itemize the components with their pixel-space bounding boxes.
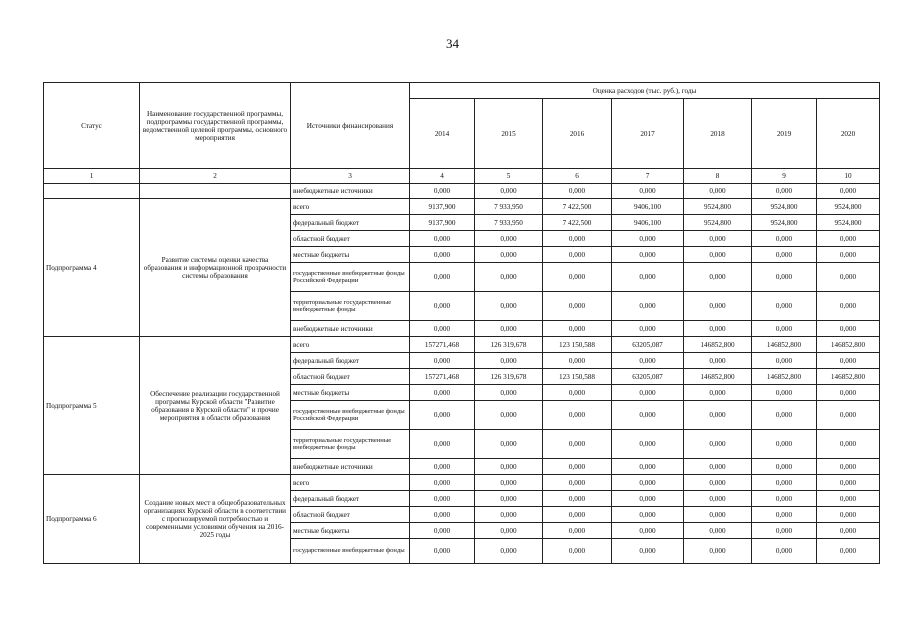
value-cell: 126 319,678 <box>475 369 543 385</box>
source-cell: федеральный бюджет <box>291 215 410 231</box>
table-row <box>44 184 880 199</box>
subprogram-status: Подпрограмма 4 <box>44 199 140 337</box>
value-cell: 9137,900 <box>410 215 475 231</box>
value-cell: 123 150,588 <box>543 369 612 385</box>
value-cell: 0,000 <box>543 321 612 337</box>
value-cell: 0,000 <box>543 353 612 369</box>
source-cell: всего <box>291 475 410 491</box>
subprogram-status: Подпрограмма 5 <box>44 337 140 475</box>
column-number: 10 <box>817 169 880 184</box>
source-cell: федеральный бюджет <box>291 491 410 507</box>
value-cell: 0,000 <box>612 539 684 564</box>
value-cell: 0,000 <box>752 430 817 459</box>
value-cell: 0,000 <box>684 475 752 491</box>
value-cell: 0,000 <box>817 507 880 523</box>
value-cell: 0,000 <box>475 539 543 564</box>
header-year-2020: 2020 <box>817 99 880 169</box>
value-cell: 0,000 <box>684 507 752 523</box>
source-cell: государственные внебюджетные фонды <box>291 539 410 564</box>
value-cell: 0,000 <box>752 184 817 199</box>
page-number: 34 <box>446 36 459 51</box>
value-cell: 0,000 <box>684 321 752 337</box>
value-cell: 9406,100 <box>612 215 684 231</box>
value-cell: 0,000 <box>752 523 817 539</box>
value-cell: 0,000 <box>684 401 752 430</box>
value-cell: 0,000 <box>612 459 684 475</box>
value-cell: 0,000 <box>410 385 475 401</box>
expenditure-table <box>43 82 880 564</box>
value-cell: 0,000 <box>475 523 543 539</box>
value-cell: 146852,800 <box>752 337 817 353</box>
source-cell: областной бюджет <box>291 369 410 385</box>
value-cell: 9524,800 <box>817 215 880 231</box>
value-cell: 0,000 <box>475 247 543 263</box>
value-cell: 0,000 <box>817 539 880 564</box>
header-year-2017: 2017 <box>612 99 684 169</box>
value-cell: 0,000 <box>817 459 880 475</box>
value-cell: 0,000 <box>475 292 543 321</box>
value-cell: 0,000 <box>410 430 475 459</box>
value-cell: 0,000 <box>684 491 752 507</box>
value-cell: 157271,468 <box>410 369 475 385</box>
value-cell: 0,000 <box>475 263 543 292</box>
value-cell: 0,000 <box>684 292 752 321</box>
value-cell: 0,000 <box>684 353 752 369</box>
column-number: 3 <box>291 169 410 184</box>
source-cell: областной бюджет <box>291 507 410 523</box>
table-row <box>44 199 880 215</box>
value-cell: 7 933,950 <box>475 215 543 231</box>
value-cell: 0,000 <box>475 184 543 199</box>
source-cell: всего <box>291 199 410 215</box>
value-cell: 0,000 <box>410 491 475 507</box>
value-cell: 0,000 <box>752 247 817 263</box>
value-cell: 0,000 <box>543 292 612 321</box>
source-cell: местные бюджеты <box>291 385 410 401</box>
source-cell: государственные внебюджетные фонды Российской Федерации <box>291 401 410 430</box>
value-cell: 0,000 <box>410 523 475 539</box>
value-cell: 0,000 <box>684 539 752 564</box>
value-cell: 0,000 <box>684 263 752 292</box>
value-cell: 9524,800 <box>752 199 817 215</box>
column-number: 9 <box>752 169 817 184</box>
value-cell: 0,000 <box>817 247 880 263</box>
value-cell: 0,000 <box>612 507 684 523</box>
subprogram-name: Обеспечение реализации государственной программы Курской области "Развитие образования в Курской области" и прочие мероприятия в области образования <box>140 337 291 475</box>
value-cell: 0,000 <box>410 507 475 523</box>
value-cell: 146852,800 <box>684 369 752 385</box>
value-cell: 0,000 <box>543 385 612 401</box>
value-cell: 0,000 <box>475 385 543 401</box>
value-cell: 0,000 <box>752 491 817 507</box>
value-cell: 0,000 <box>817 401 880 430</box>
column-number: 5 <box>475 169 543 184</box>
table-row <box>44 337 880 353</box>
value-cell: 0,000 <box>410 292 475 321</box>
value-cell: 0,000 <box>475 430 543 459</box>
value-cell: 123 150,588 <box>543 337 612 353</box>
empty-cell <box>140 184 291 199</box>
source-cell: местные бюджеты <box>291 247 410 263</box>
value-cell: 0,000 <box>410 184 475 199</box>
value-cell: 0,000 <box>543 247 612 263</box>
value-cell: 157271,468 <box>410 337 475 353</box>
source-cell: областной бюджет <box>291 231 410 247</box>
value-cell: 0,000 <box>543 263 612 292</box>
subprogram-name: Развитие системы оценки качества образования и информационной прозрачности системы образования <box>140 199 291 337</box>
value-cell: 0,000 <box>817 385 880 401</box>
value-cell: 0,000 <box>543 507 612 523</box>
source-cell: всего <box>291 337 410 353</box>
subprogram-status: Подпрограмма 6 <box>44 475 140 564</box>
value-cell: 146852,800 <box>752 369 817 385</box>
value-cell: 0,000 <box>410 263 475 292</box>
value-cell: 0,000 <box>410 401 475 430</box>
value-cell: 0,000 <box>752 292 817 321</box>
value-cell: 0,000 <box>752 401 817 430</box>
value-cell: 0,000 <box>684 459 752 475</box>
value-cell: 0,000 <box>612 430 684 459</box>
source-cell: внебюджетные источники <box>291 321 410 337</box>
empty-cell <box>44 184 140 199</box>
source-cell: местные бюджеты <box>291 523 410 539</box>
value-cell: 0,000 <box>612 523 684 539</box>
value-cell: 0,000 <box>752 321 817 337</box>
header-name: Наименование государственной программы, подпрограммы государственной программы, ведомственной целевой программы, основного мероприятия <box>140 83 291 169</box>
header-year-2014: 2014 <box>410 99 475 169</box>
value-cell: 9524,800 <box>817 199 880 215</box>
value-cell: 0,000 <box>475 353 543 369</box>
value-cell: 0,000 <box>475 401 543 430</box>
column-number: 1 <box>44 169 140 184</box>
value-cell: 0,000 <box>410 539 475 564</box>
value-cell: 9524,800 <box>684 199 752 215</box>
value-cell: 146852,800 <box>684 337 752 353</box>
value-cell: 0,000 <box>752 263 817 292</box>
column-number: 6 <box>543 169 612 184</box>
value-cell: 0,000 <box>475 507 543 523</box>
value-cell: 0,000 <box>612 385 684 401</box>
value-cell: 0,000 <box>817 430 880 459</box>
column-number: 2 <box>140 169 291 184</box>
value-cell: 9524,800 <box>752 215 817 231</box>
value-cell: 0,000 <box>612 231 684 247</box>
value-cell: 0,000 <box>612 292 684 321</box>
value-cell: 63205,087 <box>612 369 684 385</box>
value-cell: 0,000 <box>410 459 475 475</box>
value-cell: 7 933,950 <box>475 199 543 215</box>
value-cell: 9137,900 <box>410 199 475 215</box>
value-cell: 0,000 <box>752 231 817 247</box>
value-cell: 0,000 <box>612 353 684 369</box>
value-cell: 0,000 <box>612 401 684 430</box>
value-cell: 0,000 <box>612 491 684 507</box>
value-cell: 0,000 <box>543 430 612 459</box>
value-cell: 146852,800 <box>817 369 880 385</box>
header-year-2019: 2019 <box>752 99 817 169</box>
value-cell: 0,000 <box>817 231 880 247</box>
value-cell: 7 422,500 <box>543 199 612 215</box>
value-cell: 0,000 <box>612 263 684 292</box>
value-cell: 0,000 <box>475 475 543 491</box>
value-cell: 0,000 <box>543 184 612 199</box>
value-cell: 63205,087 <box>612 337 684 353</box>
value-cell: 0,000 <box>612 247 684 263</box>
value-cell: 0,000 <box>684 385 752 401</box>
value-cell: 0,000 <box>817 353 880 369</box>
value-cell: 0,000 <box>684 523 752 539</box>
value-cell: 0,000 <box>543 491 612 507</box>
value-cell: 0,000 <box>817 292 880 321</box>
source-cell: территориальные государственные внебюджетные фонды <box>291 430 410 459</box>
column-number: 7 <box>612 169 684 184</box>
value-cell: 0,000 <box>475 491 543 507</box>
value-cell: 0,000 <box>475 321 543 337</box>
source-cell: внебюджетные источники <box>291 184 410 199</box>
value-cell: 0,000 <box>410 231 475 247</box>
header-status: Статус <box>44 83 140 169</box>
value-cell: 0,000 <box>684 231 752 247</box>
value-cell: 0,000 <box>684 247 752 263</box>
header-year-2018: 2018 <box>684 99 752 169</box>
value-cell: 0,000 <box>817 321 880 337</box>
column-number: 8 <box>684 169 752 184</box>
value-cell: 0,000 <box>817 263 880 292</box>
value-cell: 0,000 <box>410 247 475 263</box>
value-cell: 0,000 <box>752 385 817 401</box>
subprogram-name: Создание новых мест в общеобразовательных организациях Курской области в соответствии с прогнозируемой потребностью и современными условиями обучения на 2016-2025 годы <box>140 475 291 564</box>
value-cell: 7 422,500 <box>543 215 612 231</box>
value-cell: 0,000 <box>612 321 684 337</box>
column-number: 4 <box>410 169 475 184</box>
table-row <box>44 475 880 491</box>
value-cell: 9406,100 <box>612 199 684 215</box>
value-cell: 0,000 <box>410 353 475 369</box>
value-cell: 0,000 <box>752 353 817 369</box>
value-cell: 0,000 <box>475 459 543 475</box>
source-cell: внебюджетные источники <box>291 459 410 475</box>
value-cell: 0,000 <box>817 523 880 539</box>
value-cell: 0,000 <box>612 184 684 199</box>
value-cell: 0,000 <box>410 321 475 337</box>
value-cell: 0,000 <box>543 539 612 564</box>
value-cell: 0,000 <box>817 475 880 491</box>
source-cell: федеральный бюджет <box>291 353 410 369</box>
value-cell: 146852,800 <box>817 337 880 353</box>
value-cell: 0,000 <box>684 184 752 199</box>
value-cell: 0,000 <box>543 459 612 475</box>
value-cell: 0,000 <box>752 507 817 523</box>
value-cell: 9524,800 <box>684 215 752 231</box>
value-cell: 126 319,678 <box>475 337 543 353</box>
value-cell: 0,000 <box>543 523 612 539</box>
value-cell: 0,000 <box>684 430 752 459</box>
header-year-2015: 2015 <box>475 99 543 169</box>
value-cell: 0,000 <box>752 475 817 491</box>
source-cell: территориальные государственные внебюджетные фонды <box>291 292 410 321</box>
source-cell: государственные внебюджетные фонды Российской Федерации <box>291 263 410 292</box>
value-cell: 0,000 <box>752 459 817 475</box>
value-cell: 0,000 <box>543 231 612 247</box>
value-cell: 0,000 <box>475 231 543 247</box>
value-cell: 0,000 <box>752 539 817 564</box>
value-cell: 0,000 <box>410 475 475 491</box>
header-year-2016: 2016 <box>543 99 612 169</box>
header-sources: Источники финансирования <box>291 83 410 169</box>
value-cell: 0,000 <box>612 475 684 491</box>
value-cell: 0,000 <box>817 184 880 199</box>
value-cell: 0,000 <box>543 401 612 430</box>
value-cell: 0,000 <box>817 491 880 507</box>
value-cell: 0,000 <box>543 475 612 491</box>
header-estimate: Оценка расходов (тыс. руб.), годы <box>410 83 880 99</box>
